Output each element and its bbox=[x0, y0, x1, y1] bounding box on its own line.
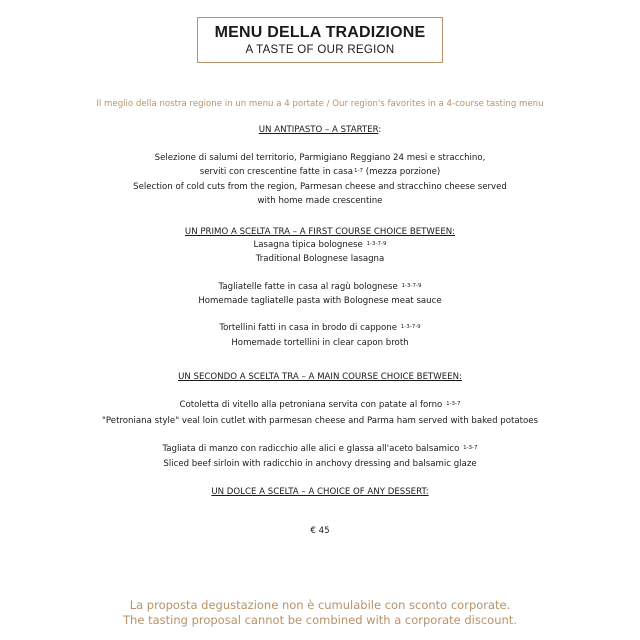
first-course-item-it: Tortellini fatti in casa in brodo di cappone $^{1-3-7-9}$ bbox=[219, 323, 421, 333]
starter-description-en-2: with home made crescentine bbox=[257, 196, 383, 206]
starter-description-en-1: Selection of cold cuts from the region, Parmesan cheese and stracchino cheese served bbox=[133, 182, 507, 192]
starter-description-it-2: serviti con crescentine fatte in casa$^{1-7}$ (mezza porzione) bbox=[199, 167, 441, 177]
main-course-item-it: Cotoletta di vitello alla petroniana servita con patate al forno $^{1-3-7}$ bbox=[179, 400, 461, 410]
first-course-heading: UN PRIMO A SCELTA TRA – A FIRST COURSE CHOICE BETWEEN: bbox=[184, 227, 456, 237]
main-course-item-it: Tagliata di manzo con radicchio alle alici e glassa all'aceto balsamico $^{1-3-7}$ bbox=[162, 444, 478, 454]
allergen-note: 1-3-7-9 bbox=[401, 283, 422, 289]
menu-price: € 45 bbox=[310, 526, 330, 536]
starter-description-it-1: Selezione di salumi del territorio, Parmigiano Reggiano 24 mesi e stracchino, bbox=[154, 153, 486, 163]
allergen-note: 1-3-7-9 bbox=[366, 241, 387, 247]
menu-subtitle: A TASTE OF OUR REGION bbox=[245, 44, 395, 56]
starter-heading-colon: : bbox=[378, 125, 382, 135]
footer-note-en: The tasting proposal cannot be combined with a corporate discount. bbox=[123, 613, 517, 627]
first-course-item-en: Traditional Bolognese lasagna bbox=[255, 254, 385, 264]
footer-note-it: La proposta degustazione non è cumulabile con sconto corporate. bbox=[129, 598, 511, 612]
first-course-item-it: Lasagna tipica bolognese $^{1-3-7-9}$ bbox=[253, 240, 387, 250]
menu-intro: Il meglio della nostra regione in un menu a 4 portate / Our region's favorites in a 4-course tasting menu bbox=[96, 99, 544, 109]
menu-title-box bbox=[197, 17, 443, 63]
first-course-item-en: Homemade tagliatelle pasta with Bolognese meat sauce bbox=[198, 296, 442, 306]
allergen-note: 1-3-7-9 bbox=[400, 324, 421, 330]
first-course-item-en: Homemade tortellini in clear capon broth bbox=[231, 338, 409, 348]
allergen-note: 1-3-7 bbox=[463, 445, 478, 451]
main-course-heading: UN SECONDO A SCELTA TRA – A MAIN COURSE CHOICE BETWEEN: bbox=[178, 372, 462, 382]
starter-heading-row bbox=[0, 125, 640, 136]
menu-title: MENU DELLA TRADIZIONE bbox=[214, 24, 426, 41]
first-course-item-it: Tagliatelle fatte in casa al ragù bolognese $^{1-3-7-9}$ bbox=[218, 282, 422, 292]
allergen-note: 1-7 bbox=[354, 168, 363, 174]
main-course-item-en: "Petroniana style" veal loin cutlet with parmesan cheese and Parma ham served with baked potatoes bbox=[101, 416, 539, 426]
main-course-item-en: Sliced beef sirloin with radicchio in anchovy dressing and balsamic glaze bbox=[163, 459, 477, 469]
starter-heading: UN ANTIPASTO – A STARTER bbox=[258, 125, 379, 135]
allergen-note: 1-3-7 bbox=[446, 401, 461, 407]
dessert-heading: UN DOLCE A SCELTA – A CHOICE OF ANY DESSERT: bbox=[211, 487, 429, 497]
